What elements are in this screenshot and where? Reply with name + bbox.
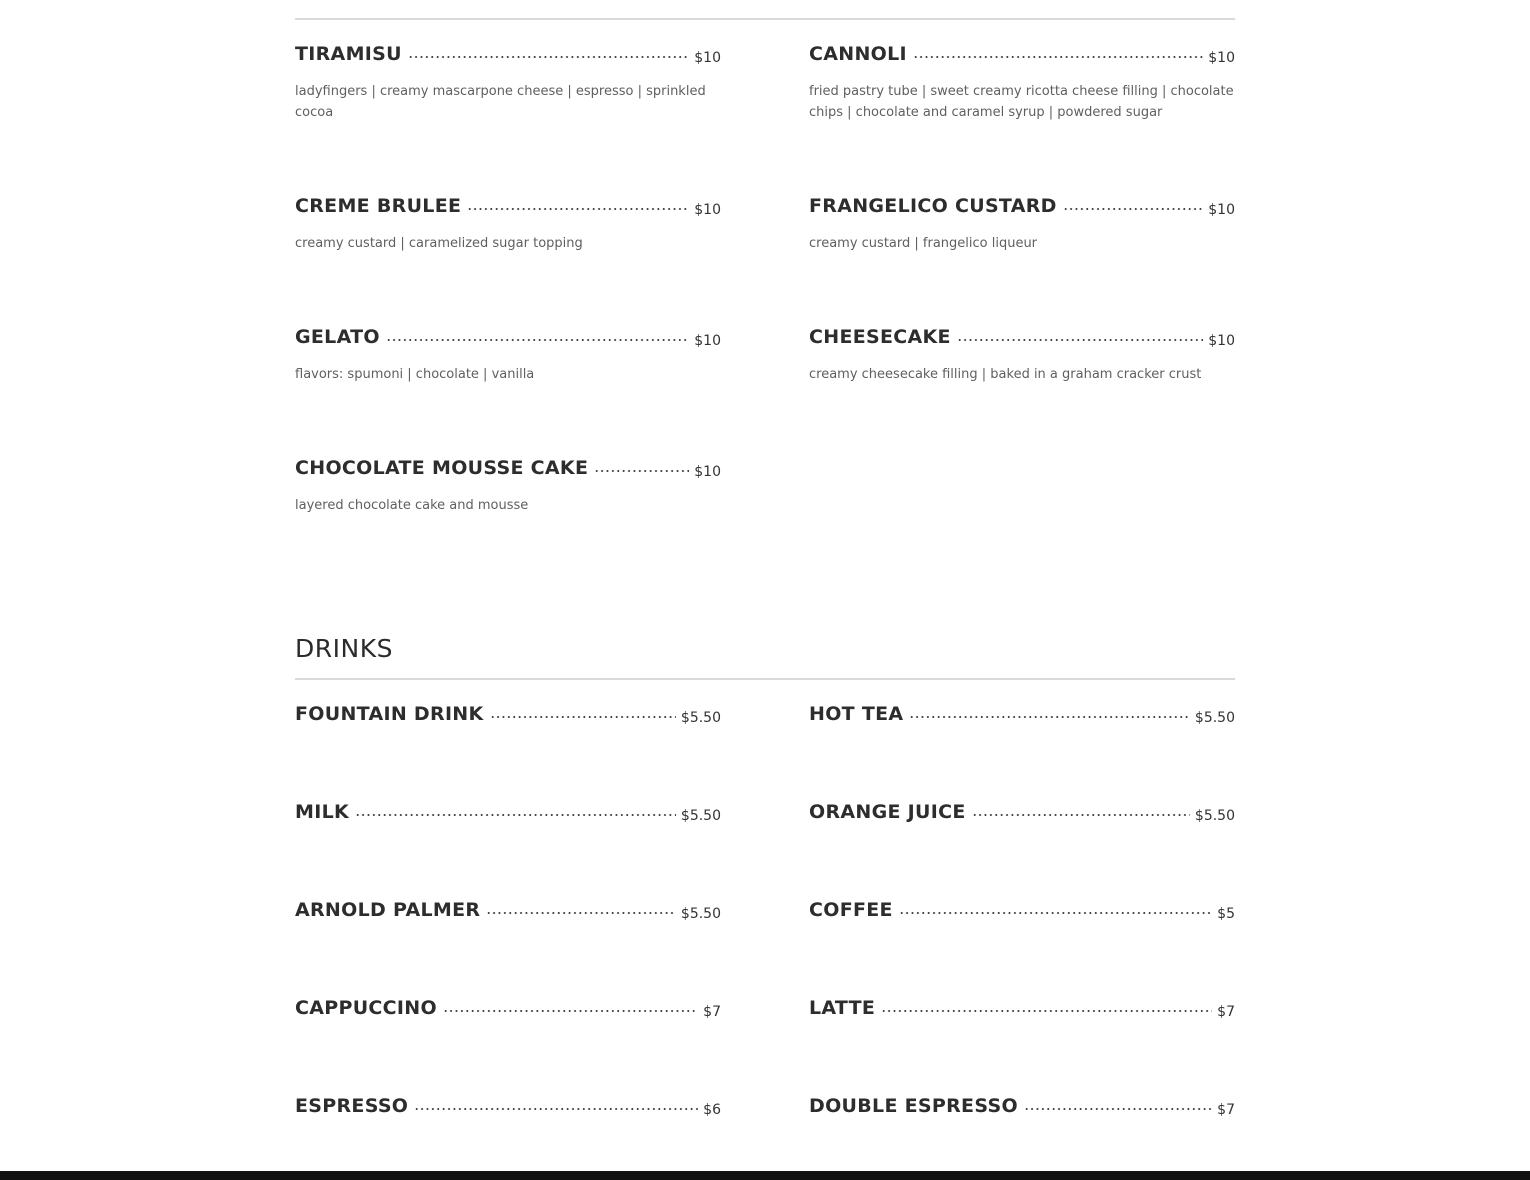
item-name: LATTE: [809, 997, 876, 1019]
item-price: $10: [694, 50, 721, 66]
item-name: TIRAMISU: [295, 43, 402, 65]
menu-item-gelato: [295, 326, 721, 385]
item-price: $10: [694, 464, 721, 480]
dot-leader: [386, 339, 689, 341]
menu-item-coffee: [809, 899, 1235, 921]
item-description: creamy cheesecake filling | baked in a graham cracker crust: [809, 367, 1202, 382]
dot-leader: [972, 814, 1190, 816]
item-name: CHOCOLATE MOUSSE CAKE: [295, 457, 589, 479]
item-description: creamy custard | caramelized sugar topping: [295, 236, 583, 251]
dot-leader: [467, 208, 689, 210]
item-price: $7: [1217, 1102, 1235, 1118]
dot-leader: [957, 339, 1203, 341]
dot-leader: [909, 716, 1190, 718]
dot-leader: [1024, 1108, 1212, 1110]
dot-leader: [490, 716, 676, 718]
item-price: $10: [1208, 202, 1235, 218]
desserts-divider: [295, 18, 1235, 20]
item-name: FOUNTAIN DRINK: [295, 703, 484, 725]
menu-item-cannoli: [809, 43, 1235, 123]
menu-item-double-espresso: [809, 1095, 1235, 1117]
item-price: $5: [1217, 906, 1235, 922]
item-name: ARNOLD PALMER: [295, 899, 481, 921]
item-price: $5.50: [680, 906, 721, 922]
desserts-heading-cut-off: [295, 0, 405, 3]
item-name: ESPRESSO: [295, 1095, 409, 1117]
menu-item-arnold-palmer: [295, 899, 721, 921]
menu-item-orange-juice: [809, 801, 1235, 823]
dot-leader: [486, 912, 676, 914]
item-name: CHEESECAKE: [809, 326, 951, 348]
item-description: ladyfingers | creamy mascarpone cheese | espresso | sprinkled cocoa: [295, 84, 706, 120]
item-name: DOUBLE ESPRESSO: [809, 1095, 1018, 1117]
menu-item-espresso: [295, 1095, 721, 1117]
dot-leader: [414, 1108, 698, 1110]
drinks-divider: [295, 678, 1235, 680]
menu-item-fountain-drink: [295, 703, 721, 725]
dot-leader: [913, 56, 1203, 58]
item-description: creamy custard | frangelico liqueur: [809, 236, 1038, 251]
drinks-section-title: DRINKS: [295, 634, 393, 663]
menu-item-frangelico-custard: [809, 195, 1235, 254]
dot-leader: [408, 56, 689, 58]
dot-leader: [443, 1010, 698, 1012]
item-price: $5.50: [680, 808, 721, 824]
dot-leader: [899, 912, 1212, 914]
menu-item-hot-tea: [809, 703, 1235, 725]
item-price: $6: [703, 1102, 721, 1118]
item-name: CREME BRULEE: [295, 195, 462, 217]
item-price: $5.50: [680, 710, 721, 726]
item-price: $10: [694, 333, 721, 349]
menu-item-latte: [809, 997, 1235, 1019]
dot-leader: [881, 1010, 1212, 1012]
item-name: CAPPUCCINO: [295, 997, 437, 1019]
item-name: COFFEE: [809, 899, 893, 921]
item-price: $5.50: [1194, 710, 1235, 726]
footer-bar: [0, 1171, 1530, 1180]
item-description: fried pastry tube | sweet creamy ricotta cheese filling | chocolate chips | chocolate and caramel syrup | powdered sugar: [809, 84, 1234, 120]
item-price: $5.50: [1194, 808, 1235, 824]
item-price: $10: [1208, 333, 1235, 349]
dot-leader: [355, 814, 676, 816]
item-name: CANNOLI: [809, 43, 907, 65]
item-name: MILK: [295, 801, 350, 823]
menu-item-cappuccino: [295, 997, 721, 1019]
dot-leader: [594, 470, 689, 472]
item-price: $10: [1208, 50, 1235, 66]
menu-item-tiramisu: [295, 43, 721, 123]
item-price: $7: [1217, 1004, 1235, 1020]
menu-item-creme-brulee: [295, 195, 721, 254]
menu-item-chocolate-mousse-cake: [295, 457, 721, 516]
menu-item-milk: [295, 801, 721, 823]
dot-leader: [1063, 208, 1204, 210]
item-name: GELATO: [295, 326, 380, 348]
item-name: ORANGE JUICE: [809, 801, 966, 823]
item-description: layered chocolate cake and mousse: [295, 498, 529, 513]
item-price: $7: [703, 1004, 721, 1020]
item-name: FRANGELICO CUSTARD: [809, 195, 1057, 217]
menu-item-cheesecake: [809, 326, 1235, 385]
item-price: $10: [694, 202, 721, 218]
item-name: HOT TEA: [809, 703, 904, 725]
item-description: flavors: spumoni | chocolate | vanilla: [295, 367, 535, 382]
